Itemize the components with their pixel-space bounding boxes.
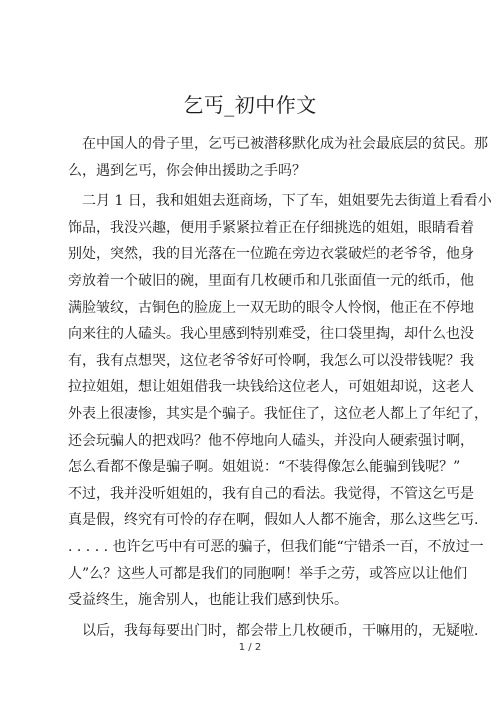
paragraph-line: 外表上很凄惨，其实是个骗子。我怔住了，这位老人都上了年纪了， [68,405,488,422]
document-body [68,131,492,644]
paragraph-line: 以后，我每每要出门时，都会带上几枚硬币，干嘛用的，无疑啦. [82,622,479,639]
paragraph-line: 怎么看都不像是骗子啊。姐姐说：“不装得像怎么能骗到钱呢？” [68,459,461,476]
paragraph-line: 真是假，终究有可怜的存在啊，假如人人都不施舍，那么这些乞丐. [68,512,479,529]
paragraph-line: 拉拉姐姐，想让姐姐借我一块钱给这位老人，可姐姐却说，这老人 [68,379,474,396]
paragraph-line: 受益终生，施舍别人，也能让我们感到快乐。 [68,592,348,609]
paragraph-line: 满脸皱纹，古铜色的脸庞上一双无助的眼令人怜悯，他正在不停地 [68,299,474,316]
paragraph-line: 么，遇到乞丐，你会伸出援助之手吗？ [68,162,306,179]
page-number: 1 / 2 [238,642,262,653]
paragraph-line: 向来往的人磕头。我心里感到特别难受，往口袋里掏，却什么也没 [68,326,474,343]
paragraph-line: 人”么？这些人可都是我们的同胞啊！举手之劳，或答应以让他们 [68,565,468,582]
paragraph-line: 在中国人的骨子里，乞丐已被潜移默化成为社会最底层的贫民。那 [82,136,488,152]
paragraph-line: 别处，突然，我的目光落在一位跪在旁边衣裳破烂的老爷爷，他身 [68,246,474,263]
paragraph-line: 旁放着一个破旧的碗，里面有几枚硬币和几张面值一元的纸币，他 [68,272,474,289]
paragraph-line: 有，我有点想哭，这位老爷爷好可怜啊，我怎么可以没带钱呢？我 [68,352,474,369]
paragraph-line: 二月 1 日，我和姐姐去逛商场，下了车，姐姐要先去街道上看看小 [82,193,492,210]
paragraph-line: 不过，我并没听姐姐的，我有自己的看法。我觉得，不管这乞丐是 [68,485,474,502]
paragraph-line: 还会玩骗人的把戏吗？他不停地向人磕头，并没向人硬索强讨啊， [68,432,474,449]
paragraph-line: 饰品，我没兴趣，便用手紧紧拉着正在仔细挑选的姐姐，眼睛看着 [68,219,474,236]
document-title: 乞丐_初中作文 [183,93,317,117]
paragraph-line: . . . . . 也许乞丐中有可恶的骗子，但我们能“宁错杀一百，不放过一 [68,538,484,555]
